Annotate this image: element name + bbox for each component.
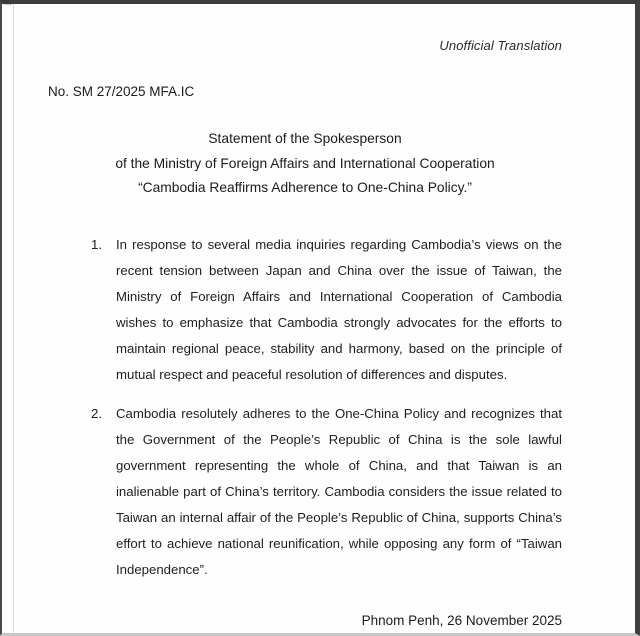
reference-number: No. SM 27/2025 MFA.IC [48, 84, 195, 99]
translation-note: Unofficial Translation [439, 38, 562, 53]
paragraph-number: 2. [91, 405, 102, 421]
title-line-2: of the Ministry of Foreign Affairs and International Cooperation [115, 155, 495, 171]
paragraph-item-1 [48, 232, 562, 388]
paragraph-number: 1. [91, 236, 102, 252]
title-line-1: Statement of the Spokesperson [208, 131, 402, 146]
paragraph-text: In response to several media inquiries regarding Cambodia’s views on the recent tension between Japan and China over the issue of Taiwan, the Ministry of Foreign Affairs and International Cooperation of Cambodia wishes to emphasize that Cambodia strongly advocates for the efforts to maintain regional peace, stability and harmony, based on the principle of mutual respect and peaceful resolution of differences and disputes. [116, 236, 562, 382]
dateline: Phnom Penh, 26 November 2025 [361, 612, 562, 628]
paragraph-text: Cambodia resolutely adheres to the One-China Policy and recognizes that the Government of the People’s Republic of China is the sole lawful government representing the whole of China, and that Taiwan is an inalienable part of China’s territory. Cambodia considers the issue related to Taiwan an internal affair of the People’s Republic of China, supports China’s effort to achieve national reunification, while opposing any form of “Taiwan Independence”. [116, 405, 562, 577]
statement-title [48, 127, 562, 201]
document-content [2, 4, 635, 628]
paragraph-item-2 [48, 401, 562, 583]
statement-paragraphs [48, 232, 562, 583]
title-line-3: “Cambodia Reaffirms Adherence to One-China Policy.” [138, 180, 472, 195]
